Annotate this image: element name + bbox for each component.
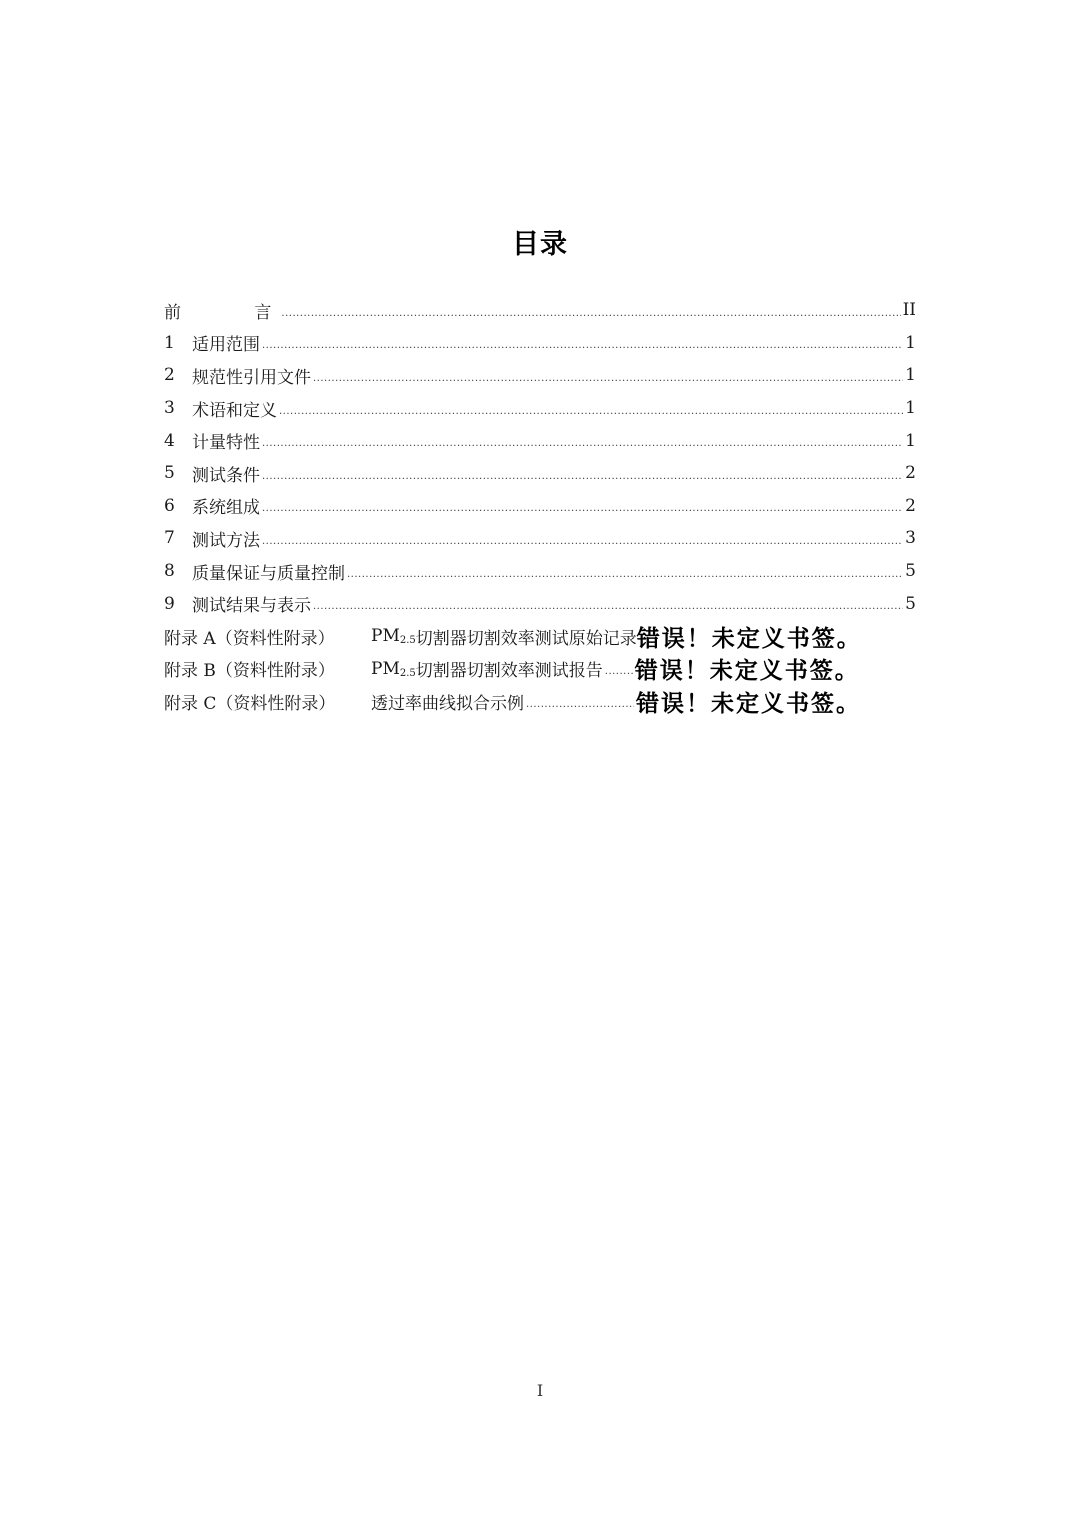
toc-entry-title: 适用范围: [192, 335, 260, 356]
toc-leader-dots: [347, 569, 903, 580]
appendix-page-error: 错误！未定义书签。: [636, 690, 861, 717]
toc-entry-page: 2: [905, 463, 916, 484]
toc-entry-number: 6: [164, 495, 175, 516]
toc-entry-number: 2: [164, 365, 175, 386]
toc-leader-dots: [526, 699, 634, 710]
appendix-label: 附录 A（资料性附录）: [164, 628, 335, 649]
toc-entry-1[interactable]: [164, 327, 916, 360]
appendix-title: 切割器切割效率测试原始记录: [415, 628, 637, 649]
toc-entry-2[interactable]: [164, 359, 916, 392]
toc-entry-appendix-b[interactable]: [164, 653, 916, 686]
appendix-pm-label: [371, 626, 416, 646]
toc-entry-page: 5: [905, 561, 916, 582]
toc-entry-9[interactable]: [164, 587, 916, 620]
toc-leader-dots: [262, 536, 903, 547]
toc-entry-page: 2: [905, 495, 916, 516]
toc-entry-number: 4: [164, 430, 175, 451]
toc-entry-number: 3: [164, 398, 175, 419]
toc-entry-4[interactable]: [164, 424, 916, 457]
toc-entry-7[interactable]: [164, 522, 916, 555]
appendix-page-error: 错误！未定义书签。: [634, 658, 860, 685]
toc-entry-appendix-a[interactable]: [164, 620, 916, 653]
toc-entry-appendix-c[interactable]: [164, 685, 916, 718]
pm-subscript: 2.5: [399, 635, 416, 647]
toc-entry-number: 9: [164, 593, 175, 614]
toc-entry-title: 前 言: [164, 302, 306, 323]
toc-entry-6[interactable]: [164, 490, 916, 523]
toc-leader-dots: [313, 601, 903, 612]
toc-entry-number: 1: [164, 332, 175, 353]
toc-entry-5[interactable]: [164, 457, 916, 490]
toc-entry-page: 1: [905, 365, 916, 386]
appendix-label: 附录 B（资料性附录）: [164, 661, 335, 682]
toc-entry-title: 质量保证与质量控制: [192, 563, 345, 584]
toc-leader-dots: [605, 666, 633, 677]
toc-leader-dots: [262, 340, 903, 351]
toc-entry-number: 5: [164, 463, 175, 484]
pm-subscript: 2.5: [399, 667, 416, 679]
toc-entry-page: 1: [905, 430, 916, 451]
toc-entry-number: 7: [164, 528, 175, 549]
toc-entry-title: 测试方法: [192, 530, 260, 551]
toc-entry-preface[interactable]: [164, 294, 916, 327]
toc-leader-dots: [262, 438, 903, 449]
appendix-title: 透过率曲线拟合示例: [371, 693, 524, 714]
toc-entry-page: 3: [905, 528, 916, 549]
page-number: I: [536, 1381, 544, 1400]
toc-entry-page: 1: [905, 332, 916, 353]
toc-leader-dots: [262, 503, 903, 514]
page-title: 目录: [512, 229, 568, 260]
toc-entry-title: 测试结果与表示: [192, 596, 311, 617]
appendix-page-error: 错误！未定义书签。: [636, 625, 862, 652]
toc-leader-dots: [313, 373, 903, 384]
toc-entry-title: 术语和定义: [192, 400, 277, 421]
toc-entry-number: 8: [164, 561, 175, 582]
toc-entry-title: 测试条件: [192, 465, 260, 486]
pm-text: PM: [371, 626, 400, 647]
table-of-contents: [164, 294, 916, 718]
pm-text: PM: [371, 658, 400, 679]
appendix-pm-label: [371, 659, 416, 679]
toc-entry-page: 5: [905, 593, 916, 614]
toc-entry-title: 规范性引用文件: [192, 367, 311, 388]
toc-entry-title: 计量特性: [192, 433, 260, 454]
toc-entry-8[interactable]: [164, 555, 916, 588]
appendix-title: 切割器切割效率测试报告: [415, 661, 603, 682]
toc-entry-page: 1: [905, 398, 916, 419]
appendix-label: 附录 C（资料性附录）: [164, 693, 336, 714]
toc-leader-dots: [262, 471, 903, 482]
toc-entry-page: II: [902, 300, 916, 321]
toc-leader-dots: [281, 308, 900, 319]
toc-leader-dots: [279, 406, 903, 417]
toc-entry-3[interactable]: [164, 392, 916, 425]
toc-entry-title: 系统组成: [192, 498, 260, 519]
